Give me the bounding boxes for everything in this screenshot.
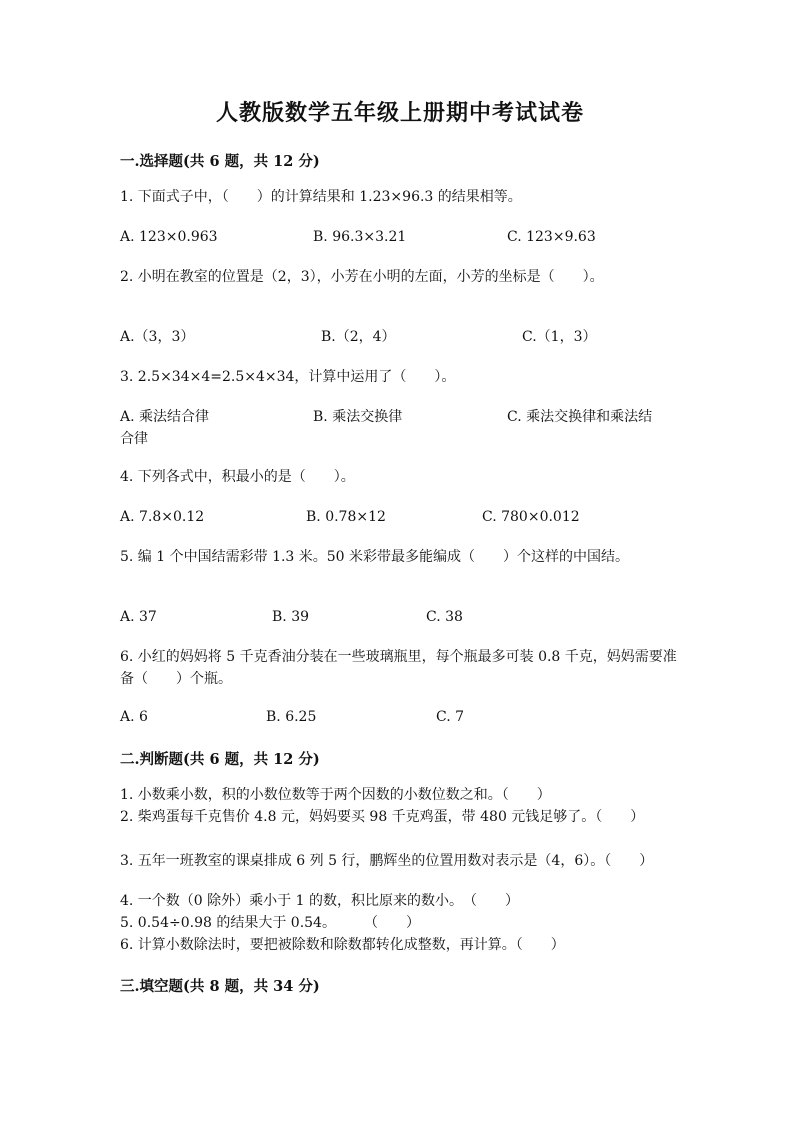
question-6-options	[120, 706, 680, 750]
tf-item-1: 1. 小数乘小数，积的小数位数等于两个因数的小数位数之和。（ ）	[120, 787, 551, 803]
option-b: B. 39	[272, 609, 310, 625]
tf-item-4: 4. 一个数（0 除外）乘小于 1 的数，积比原来的数小。 （ ）	[120, 893, 519, 909]
question-1: 1. 下面式子中，（ ）的计算结果和 1.23×96.3 的结果相等。	[120, 189, 522, 205]
question-4: 4. 下列各式中，积最小的是（ ）。	[120, 469, 355, 485]
tf-item-5: 5. 0.54÷0.98 的结果大于 0.54。 （ ）	[120, 915, 420, 931]
option-b: B. 0.78×12	[306, 509, 386, 525]
option-c: C. 38	[426, 609, 463, 625]
option-a: A. 7.8×0.12	[120, 509, 205, 525]
option-a: A. 37	[120, 609, 157, 625]
option-b: B. 6.25	[266, 709, 317, 725]
option-c-continuation: 合律	[120, 431, 148, 447]
option-a: A. 乘法结合律	[120, 409, 210, 425]
section-heading-true-false: 二.判断题(共 6 题，共 12 分)	[120, 751, 320, 768]
question-5: 5. 编 1 个中国结需彩带 1.3 米。50 米彩带最多能编成（ ）个这样的中国结。	[120, 549, 630, 565]
section-heading-multiple-choice: 一.选择题(共 6 题，共 12 分)	[120, 153, 320, 170]
question-2-options	[120, 326, 680, 370]
option-c: C. 123×9.63	[507, 229, 596, 245]
question-5-options	[120, 606, 680, 650]
option-b: B.（2，4）	[321, 329, 396, 345]
tf-item-2: 2. 柴鸡蛋每千克售价 4.8 元，妈妈要买 98 千克鸡蛋，带 480 元钱足够了。（ ）	[120, 809, 645, 825]
question-4-options	[120, 506, 680, 550]
option-b: B. 96.3×3.21	[313, 229, 407, 245]
option-c: C. 7	[436, 709, 465, 725]
question-6: 6. 小红的妈妈将 5 千克香油分装在一些玻璃瓶里，每个瓶最多可装 0.8 千克，妈妈需要准备（ ）个瓶。	[120, 649, 677, 687]
option-c: C. 780×0.012	[482, 509, 580, 525]
question-3: 3. 2.5×34×4=2.5×4×34，计算中运用了（ ）。	[120, 369, 456, 385]
tf-item-3: 3. 五年一班教室的课桌排成 6 列 5 行，鹏辉坐的位置用数对表示是（4，6）。（ ）	[120, 853, 654, 869]
option-a: A. 6	[120, 709, 148, 725]
tf-item-6: 6. 计算小数除法时，要把被除数和除数都转化成整数，再计算。（ ）	[120, 937, 565, 953]
question-2: 2. 小明在教室的位置是（2，3），小芳在小明的左面，小芳的坐标是（ ）。	[120, 269, 604, 285]
option-b: B. 乘法交换律	[313, 409, 403, 425]
section-heading-fill-blank: 三.填空题(共 8 题，共 34 分)	[120, 978, 320, 995]
question-3-options	[120, 406, 680, 450]
question-1-options	[120, 226, 680, 270]
exam-title: 人教版数学五年级上册期中考试试卷	[215, 100, 584, 126]
option-a: A. 123×0.963	[120, 229, 218, 245]
option-c: C. 乘法交换律和乘法结	[507, 409, 653, 425]
option-a: A.（3，3）	[120, 329, 195, 345]
option-c: C.（1，3）	[522, 329, 597, 345]
